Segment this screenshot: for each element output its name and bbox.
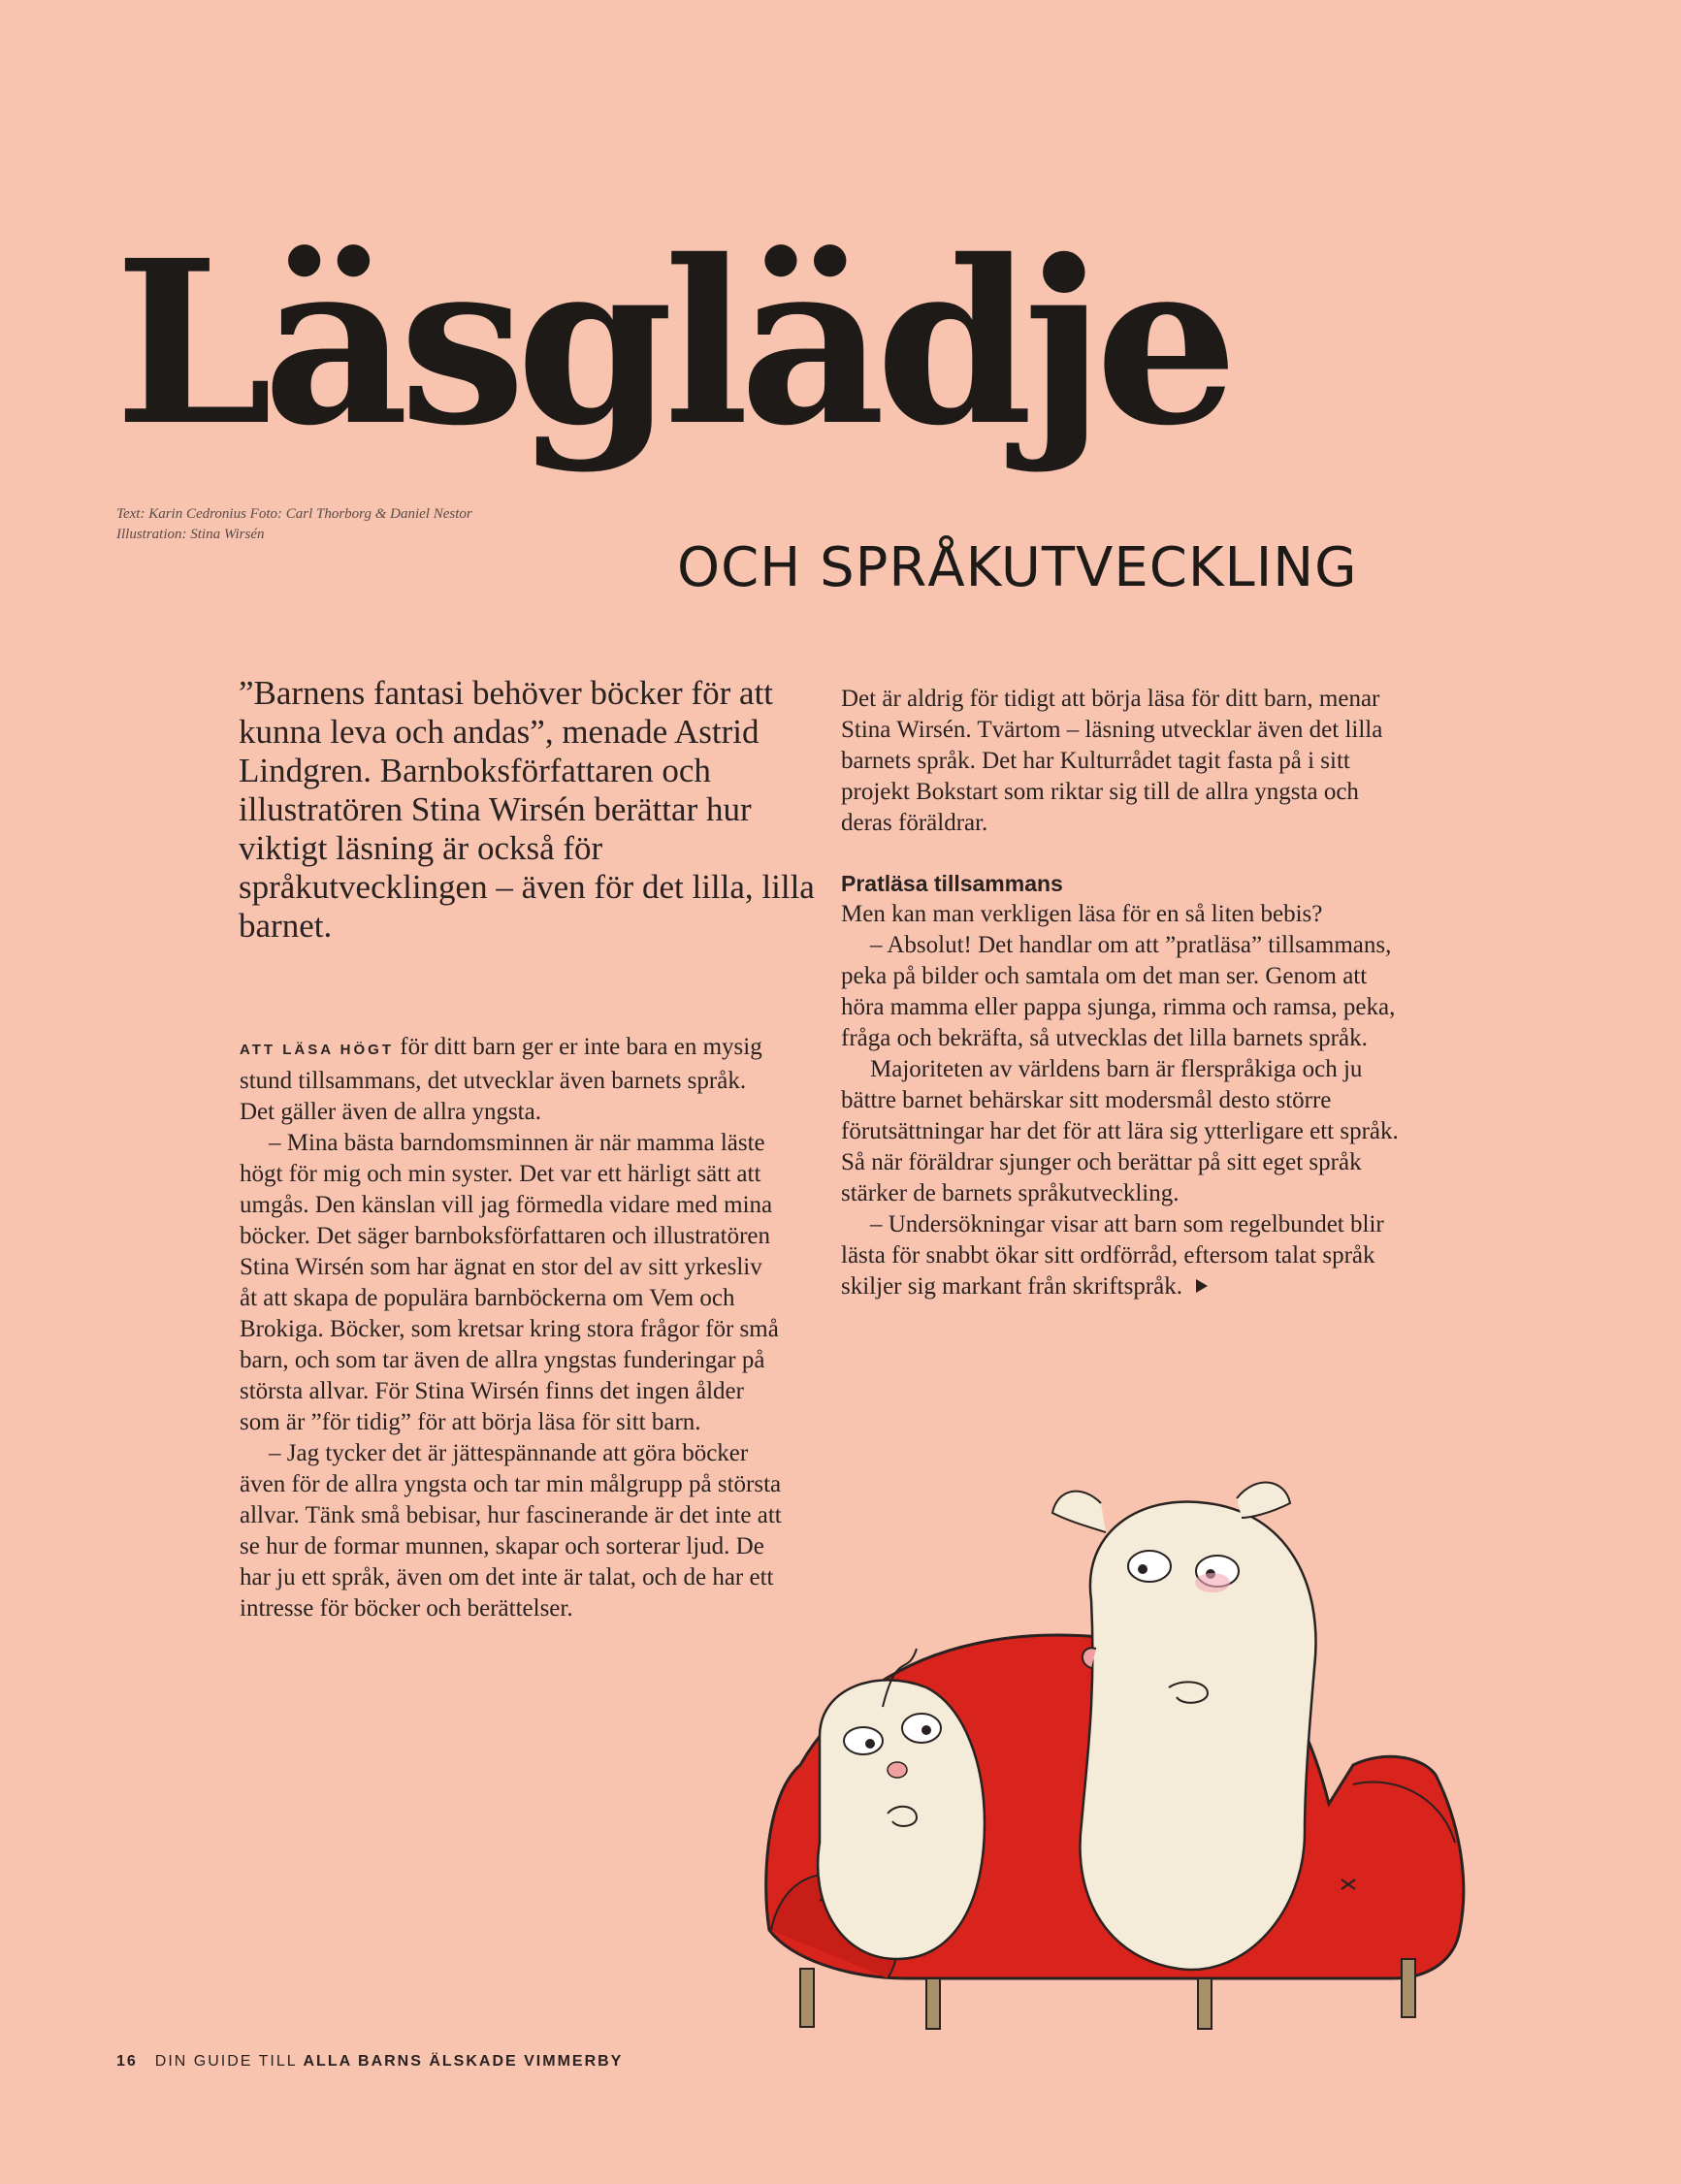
subheading: Pratläsa tillsammans <box>841 871 1063 896</box>
credits-text-photo: Text: Karin Cedronius Foto: Carl Thorborg & Daniel Nestor <box>116 506 472 522</box>
page-footer <box>116 2053 623 2071</box>
left-paragraph-2: – Mina bästa barndomsminnen är när mamma läste högt för mig och min syster. Det var ett härligt sätt att umgås. Den känslan vill jag förmedla vidare med mina böcker. Det säger barnboksförfattaren och illustratören Stina Wirsén som har ägnat en stor del av sitt yrkesliv åt att skapa de populära barnböckerna om Vem och Brokiga. Böcker, som kretsar kring stora frågor för små barn, och som tar även de allra yngstas funderingar på största allvar. För Stina Wirsén finns det ingen ålder som är ”för tidig” för att börja läsa för sitt barn. <box>240 1130 779 1435</box>
article-title: Läsglädje <box>114 210 1229 475</box>
credits-illustration: Illustration: Stina Wirsén <box>116 527 265 542</box>
end-arrow-icon <box>1196 1279 1208 1293</box>
footer-publication: ALLA BARNS ÄLSKADE VIMMERBY <box>303 2053 624 2070</box>
right-paragraph-5 <box>841 1209 1404 1302</box>
right-column <box>841 684 1404 1302</box>
footer-text: DIN GUIDE TILL <box>154 2053 304 2070</box>
left-paragraph-1-text: för ditt barn ger er inte bara en mysig stund tillsammans, det utvecklar även barnets språk. Det gäller även de allra yngsta. <box>240 1034 762 1125</box>
article-subtitle: OCH SPRÅKUTVECKLING <box>677 536 1358 599</box>
intro-paragraph: ”Barnens fantasi behöver böcker för att kunna leva och andas”, menade Astrid Lindgren. Barnboksförfattaren och illustratören Stina Wirsén berättar hur viktigt läsning är också för språkutvecklingen – även för det lilla, lilla barnet. <box>239 674 815 945</box>
left-paragraph-3: – Jag tycker det är jättespännande att göra böcker även för de allra yngsta och tar min målgrupp på största allvar. Tänk små bebisar, hur fascinerande är det inte att se hur de formar munnen, skapar och sorterar ljud. De har ju ett språk, även om det inte är talat, och de har ett intresse för böcker och berättelser. <box>240 1440 782 1622</box>
page-number: 16 <box>116 2053 138 2070</box>
left-column <box>240 1032 783 1624</box>
left-paragraph-1 <box>240 1032 783 1128</box>
right-paragraph-4: Majoriteten av världens barn är flerspråkiga och ju bättre barnet behärskar sitt modersmål desto större förutsättningar har det för att lära sig ytterligare ett språk. Så när föräldrar sjunger och berättar på sitt eget språk stärker de barnets språkutveckling. <box>841 1056 1399 1206</box>
right-paragraph-5-text: – Undersökningar visar att barn som regelbundet blir lästa för snabbt ökar sitt ordförråd, eftersom talat språk skiljer sig markant från skriftspråk. <box>841 1211 1384 1300</box>
right-paragraph-2: Men kan man verkligen läsa för en så liten bebis? <box>841 901 1323 927</box>
right-paragraph-1: Det är aldrig för tidigt att börja läsa för ditt barn, menar Stina Wirsén. Tvärtom – läsning utvecklar även det lilla barnets språk. Det har Kulturrådet tagit fasta på i sitt projekt Bokstart som riktar sig till de allra yngsta och deras föräldrar. <box>841 686 1383 836</box>
large-creature <box>1052 1483 1316 1970</box>
lead-in: ATT LÄSA HÖGT <box>240 1042 394 1058</box>
credits <box>116 504 621 545</box>
right-paragraph-3: – Absolut! Det handlar om att ”pratläsa” tillsammans, peka på bilder och samtala om det man ser. Genom att höra mamma eller pappa sjunga, rimma och ramsa, peka, fråga och bekräfta, så utvecklas det lilla barnets språk. <box>841 932 1396 1051</box>
sofa-illustration <box>761 1474 1576 2114</box>
